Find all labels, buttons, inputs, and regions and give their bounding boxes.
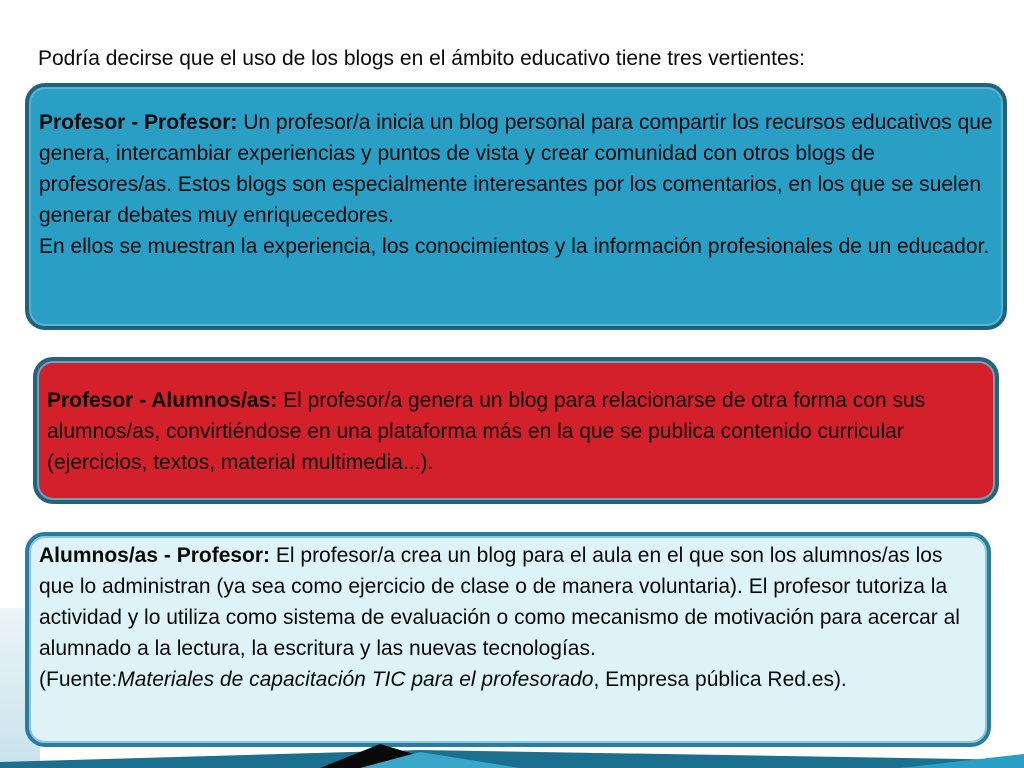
source-citation	[39, 664, 977, 695]
panel-text: El profesor/a crea un blog para el aula en el que son los alumnos/as los que lo administran (ya sea como ejercicio de clase o de manera voluntaria). El profesor tutoriza la actividad y lo utiliza como sistema de evaluación o como mecanismo de motivación para acercar al alumnado a la lectura, la escritura y las nuevas tecnologías.	[39, 544, 960, 660]
panel-body	[39, 540, 977, 664]
panel-text: El profesor/a genera un blog para relacionarse de otra forma con sus alumnos/as, convirtiéndose en una plataforma más en la que se publica contenido curricular (ejercicios, textos, material multimedia...).	[47, 389, 926, 474]
panel-heading: Profesor - Profesor:	[39, 111, 238, 134]
source-title: Materiales de capacitación TIC para el profesorado	[117, 668, 594, 691]
panel-text-secondary: En ellos se muestran la experiencia, los conocimientos y la información profesionales de un educador.	[39, 235, 990, 258]
panel-body	[47, 385, 985, 478]
panel-heading: Alumnos/as - Profesor:	[39, 544, 271, 567]
panel-heading: Profesor - Alumnos/as:	[47, 389, 278, 412]
source-suffix: , Empresa pública Red.es).	[593, 668, 847, 691]
panel-profesor-profesor	[25, 83, 1007, 330]
panel-text: Un profesor/a inicia un blog personal para compartir los recursos educativos que genera, intercambiar experiencias y puntos de vista y crear comunidad con otros blogs de profesores/as. Estos blogs son especialmente interesantes por los comentarios, en los que se suelen generar debates muy enriquecedores.	[39, 111, 993, 227]
source-prefix: (Fuente:	[39, 668, 118, 691]
intro-text: Podría decirse que el uso de los blogs en el ámbito educativo tiene tres vertientes:	[38, 47, 805, 70]
panel-body	[39, 107, 993, 231]
panel-profesor-alumnos	[33, 357, 999, 504]
panel-alumnos-profesor	[25, 532, 991, 747]
